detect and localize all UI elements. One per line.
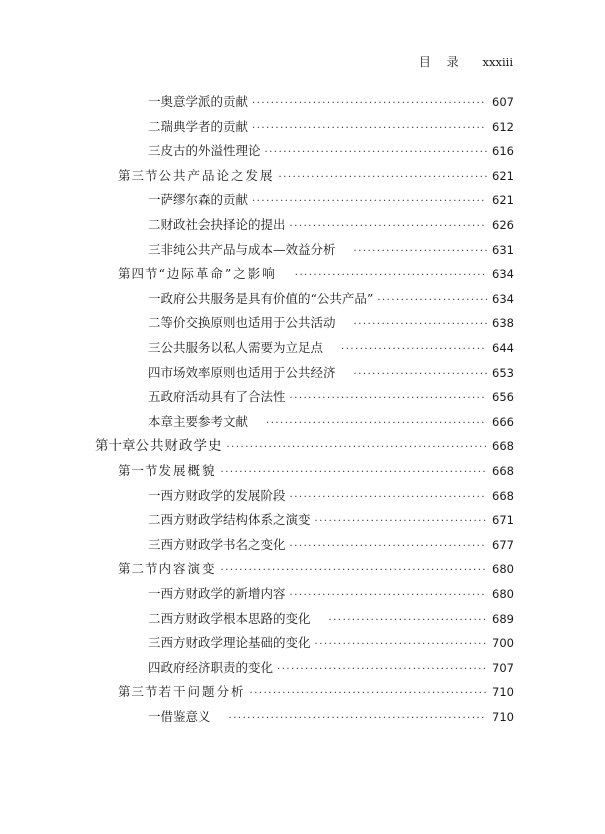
dot-leader — [279, 168, 487, 188]
toc-entry-number: 三 — [148, 536, 161, 552]
toc-entry-number: 一 — [148, 192, 161, 208]
toc-entry-title: 西方财政学的新增内容 — [160, 586, 286, 601]
toc-entry-title: 发展概貌 — [158, 463, 217, 478]
toc-entry-page: 621 — [492, 193, 514, 208]
dot-leader — [277, 660, 487, 680]
toc-entry-number: 一 — [148, 709, 161, 724]
dot-leader — [377, 291, 487, 311]
toc-entry-number: 三 — [148, 241, 161, 257]
toc-entry-page: 689 — [492, 611, 514, 626]
toc-entry-number: 二 — [148, 512, 161, 528]
toc-entry-title: 奥意学派的贡献 — [160, 94, 249, 109]
toc-entry-item — [148, 658, 514, 678]
toc-entry-number: 一 — [148, 290, 161, 306]
toc-entry-page: 677 — [492, 537, 514, 552]
toc-entry-title: 皮古的外溢性理论 — [160, 143, 261, 159]
toc-entry-number: 四 — [148, 659, 161, 675]
toc-entry-number: 第三节 — [118, 684, 159, 700]
toc-entry-refs — [148, 412, 514, 432]
toc-entry-number: 二 — [148, 315, 161, 331]
dot-leader — [354, 365, 487, 385]
toc-entry-title: 西方财政学书名之变化 — [160, 536, 286, 552]
toc-entry-title: 瑞典学者的贡献 — [160, 118, 249, 134]
dot-leader — [290, 389, 487, 409]
toc-entry-title: 借鉴意义 — [160, 709, 211, 724]
dot-leader — [227, 438, 488, 458]
dot-leader — [252, 192, 487, 212]
dot-leader — [250, 684, 487, 704]
toc-entry-section — [118, 559, 514, 579]
toc-entry-page: 707 — [492, 660, 514, 675]
running-head — [419, 53, 513, 70]
dot-leader — [341, 340, 487, 360]
toc-entry-page: 612 — [492, 119, 514, 134]
toc-entry-page: 634 — [492, 267, 514, 282]
toc-entry-number: 第一节 — [118, 463, 159, 478]
toc-entry-page: 634 — [492, 291, 514, 306]
dot-leader — [354, 242, 487, 262]
dot-leader — [252, 119, 487, 139]
toc-entry-title: 西方财政学根本思路的变化 — [160, 610, 311, 626]
toc-entry-number: 二 — [148, 217, 161, 232]
toc-entry-page: 626 — [492, 218, 514, 232]
toc-entry-page: 607 — [492, 95, 514, 109]
toc-entry-number: 一 — [148, 487, 161, 503]
toc-entry-item — [148, 313, 514, 333]
dot-leader — [329, 611, 487, 631]
toc-entry-item — [148, 707, 514, 727]
toc-entry-item — [148, 609, 514, 629]
toc-entry-chapter — [95, 436, 514, 456]
toc-entry-title: 若干问题分析 — [158, 684, 246, 700]
toc-entry-number: 四 — [148, 364, 161, 380]
toc-entry-title: 财政社会抉择论的提出 — [160, 217, 286, 232]
toc-entry-item — [148, 289, 514, 309]
toc-entry-item — [148, 215, 514, 235]
dot-leader — [295, 266, 487, 286]
dot-leader — [229, 709, 487, 729]
dot-leader — [290, 537, 487, 557]
toc-entry-number: 一 — [148, 586, 161, 601]
toc-entry-title: 本章主要参考文献 — [148, 413, 249, 429]
dot-leader — [354, 315, 487, 335]
toc-entry-number: 二 — [148, 610, 161, 626]
toc-entry-number: 第二节 — [118, 561, 159, 577]
toc-entry-item — [148, 240, 514, 260]
toc-entry-page: 656 — [492, 390, 514, 405]
toc-entry-title: 市场效率原则也适用于公共经济 — [160, 364, 336, 380]
toc-entry-title: 公共产品论之发展 — [158, 167, 275, 183]
toc-entry-number: 三 — [148, 635, 161, 651]
toc-entry-title: 公共服务以私人需要为立足点 — [160, 340, 324, 355]
toc-entry-page: 644 — [492, 341, 514, 355]
toc-entry-title: 西方财政学结构体系之演变 — [160, 512, 311, 528]
toc-entry-item — [148, 633, 514, 653]
toc-entry-number: 第十章 — [95, 438, 136, 455]
dot-leader — [221, 463, 487, 483]
toc-entry-title: 等价交换原则也适用于公共活动 — [160, 315, 336, 331]
toc-entry-title: 西方财政学的发展阶段 — [160, 487, 286, 503]
toc-entry-title: 政府活动具有了合法性 — [160, 389, 286, 405]
toc-entry-number: 三 — [148, 340, 161, 355]
toc-entry-item — [148, 387, 514, 407]
toc-entry-item — [148, 141, 514, 161]
dot-leader — [315, 635, 487, 655]
toc-entry-number: 第四节 — [118, 266, 159, 282]
toc-entry-number: 一 — [148, 94, 161, 109]
toc-entry-page: 668 — [492, 488, 514, 503]
toc-entry-number: 二 — [148, 118, 161, 134]
toc-entry-title: “边际革命”之影响 — [158, 266, 277, 282]
toc-entry-item — [148, 190, 514, 210]
toc-entry-title: 萨缪尔森的贡献 — [160, 192, 249, 208]
toc-entry-page: 616 — [492, 144, 514, 159]
toc-entry-number: 三 — [148, 143, 161, 159]
toc-entry-section — [118, 166, 514, 186]
toc-entry-page: 631 — [492, 242, 514, 257]
toc-entry-page: 671 — [492, 513, 514, 528]
toc-entry-title: 政府公共服务是具有价值的“公共产品” — [160, 290, 374, 306]
dot-leader — [252, 94, 487, 114]
toc-entry-page: 710 — [492, 685, 514, 700]
dot-leader — [221, 561, 487, 581]
toc-entry-item — [148, 92, 514, 112]
toc-entry-title: 西方财政学理论基础的变化 — [160, 635, 311, 651]
dot-leader — [315, 512, 487, 532]
toc-entry-number: 五 — [148, 389, 161, 405]
toc-entry-item — [148, 117, 514, 137]
toc-entry-item — [148, 486, 514, 506]
toc-entry-section — [118, 682, 514, 702]
toc-entry-page: 710 — [492, 710, 514, 724]
dot-leader — [265, 143, 487, 163]
dot-leader — [266, 414, 487, 434]
toc-entry-item — [148, 584, 514, 604]
toc-entry-title: 公共财政学史 — [135, 438, 223, 455]
dot-leader — [290, 488, 487, 508]
toc-entry-page: 621 — [492, 168, 514, 183]
toc-entry-title: 内容演变 — [158, 561, 217, 577]
toc-entry-page: 680 — [492, 562, 514, 577]
toc-entry-item — [148, 535, 514, 555]
dot-leader — [290, 217, 487, 237]
toc-entry-item — [148, 510, 514, 530]
running-head-title: 目 录 — [418, 55, 465, 69]
toc-entry-page: 680 — [492, 587, 514, 601]
page-number: xxxiii — [482, 55, 513, 69]
toc-entry-page: 666 — [492, 414, 514, 429]
toc-entry-item — [148, 338, 514, 358]
toc-entry-section — [118, 264, 514, 284]
toc-entry-page: 653 — [492, 365, 514, 380]
toc-entry-number: 第三节 — [118, 167, 159, 183]
toc-entry-page: 668 — [492, 439, 514, 454]
toc-entry-page: 700 — [492, 636, 514, 651]
toc-entry-title: 非纯公共产品与成本—效益分析 — [160, 241, 336, 257]
dot-leader — [290, 586, 487, 606]
toc-entry-section — [118, 461, 514, 481]
toc-entry-item — [148, 363, 514, 383]
toc-entry-title: 政府经济职责的变化 — [160, 659, 274, 675]
toc-entry-page: 638 — [492, 316, 514, 331]
toc-entry-page: 668 — [492, 464, 514, 478]
